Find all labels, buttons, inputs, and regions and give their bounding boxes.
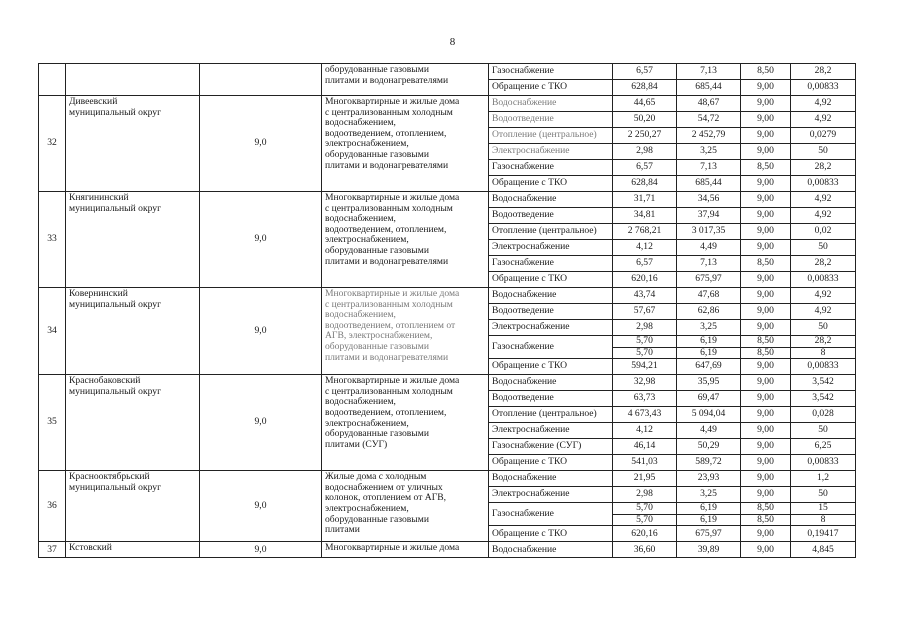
value-cell: 28,2	[791, 256, 856, 272]
value-cell: 9,00	[741, 224, 791, 240]
value-cell: 8,50	[741, 336, 791, 348]
municipality-name: Дивеевский муниципальный округ	[66, 96, 200, 192]
value-cell: 647,69	[677, 359, 741, 375]
table-row	[39, 64, 856, 80]
index-value	[200, 64, 322, 96]
service-label: Отопление (центральное)	[489, 407, 613, 423]
value-cell: 4,92	[791, 112, 856, 128]
value-cell: 5 094,04	[677, 407, 741, 423]
table-row	[39, 192, 856, 208]
service-label: Электроснабжение	[489, 423, 613, 439]
value-cell: 4,92	[791, 208, 856, 224]
row-number: 33	[39, 192, 66, 288]
value-cell: 594,21	[613, 359, 677, 375]
service-label: Обращение с ТКО	[489, 455, 613, 471]
value-cell: 28,2	[791, 160, 856, 176]
table-row	[39, 542, 856, 558]
value-cell: 4,49	[677, 423, 741, 439]
service-label: Газоснабжение (СУГ)	[489, 439, 613, 455]
housing-description: оборудованные газовыми плитами и водонагревателями	[322, 64, 489, 96]
value-cell: 3 017,35	[677, 224, 741, 240]
value-cell: 9,00	[741, 439, 791, 455]
index-value: 9,0	[200, 192, 322, 288]
service-label: Обращение с ТКО	[489, 80, 613, 96]
value-cell: 8,50	[741, 64, 791, 80]
service-label: Водоотведение	[489, 304, 613, 320]
value-cell: 0,19417	[791, 526, 856, 542]
value-cell: 9,00	[741, 272, 791, 288]
service-label: Обращение с ТКО	[489, 176, 613, 192]
value-cell: 50	[791, 423, 856, 439]
value-cell: 2 452,79	[677, 128, 741, 144]
service-label: Электроснабжение	[489, 144, 613, 160]
housing-description: Многоквартирные и жилые дома с централизованным холодным водоснабжением, водоотведением, отоплением, электроснабжением, оборудованные газовыми плитами (СУГ)	[322, 375, 489, 471]
value-cell: 50	[791, 240, 856, 256]
value-cell: 2 250,27	[613, 128, 677, 144]
value-cell: 9,00	[741, 80, 791, 96]
value-cell: 34,81	[613, 208, 677, 224]
value-cell: 2,98	[613, 487, 677, 503]
housing-description: Многоквартирные и жилые дома с централизованным холодным водоснабжением, водоотведением, отоплением от АГВ, электроснабжением, оборудованные газовыми плитами и водонагревателями	[322, 288, 489, 375]
value-cell: 620,16	[613, 526, 677, 542]
value-cell: 3,25	[677, 487, 741, 503]
value-cell: 8	[791, 347, 856, 359]
table-row	[39, 375, 856, 391]
value-cell: 62,86	[677, 304, 741, 320]
index-value: 9,0	[200, 288, 322, 375]
value-cell: 9,00	[741, 407, 791, 423]
value-cell: 8,50	[741, 514, 791, 526]
value-cell: 54,72	[677, 112, 741, 128]
value-cell: 50	[791, 320, 856, 336]
value-cell: 0,00833	[791, 272, 856, 288]
value-cell: 9,00	[741, 471, 791, 487]
value-cell: 3,542	[791, 391, 856, 407]
value-cell: 36,60	[613, 542, 677, 558]
service-label: Водоснабжение	[489, 96, 613, 112]
value-cell: 5,70	[613, 503, 677, 515]
service-label: Газоснабжение	[489, 160, 613, 176]
value-cell: 6,57	[613, 256, 677, 272]
value-cell: 9,00	[741, 112, 791, 128]
value-cell: 57,67	[613, 304, 677, 320]
row-number: 36	[39, 471, 66, 542]
value-cell: 9,00	[741, 208, 791, 224]
value-cell: 6,25	[791, 439, 856, 455]
housing-description: Жилые дома с холодным водоснабжением от уличных колонок, отоплением от АГВ, электроснабжением, оборудованные газовыми плитами	[322, 471, 489, 542]
value-cell: 9,00	[741, 176, 791, 192]
value-cell: 9,00	[741, 240, 791, 256]
housing-description: Многоквартирные и жилые дома с централизованным холодным водоснабжением, водоотведением, отоплением, электроснабжением, оборудованные газовыми плитами и водонагревателями	[322, 192, 489, 288]
value-cell: 50	[791, 487, 856, 503]
value-cell: 0,00833	[791, 80, 856, 96]
tariff-table	[38, 63, 856, 558]
row-number: 34	[39, 288, 66, 375]
value-cell: 0,00833	[791, 176, 856, 192]
value-cell: 44,65	[613, 96, 677, 112]
value-cell: 6,19	[677, 514, 741, 526]
value-cell: 628,84	[613, 176, 677, 192]
value-cell: 2 768,21	[613, 224, 677, 240]
value-cell: 2,98	[613, 320, 677, 336]
value-cell: 4,92	[791, 304, 856, 320]
service-label: Водоснабжение	[489, 471, 613, 487]
value-cell: 48,67	[677, 96, 741, 112]
value-cell: 23,93	[677, 471, 741, 487]
value-cell: 3,542	[791, 375, 856, 391]
housing-description: Многоквартирные и жилые дома	[322, 542, 489, 558]
value-cell: 9,00	[741, 320, 791, 336]
row-number: 35	[39, 375, 66, 471]
value-cell: 685,44	[677, 80, 741, 96]
value-cell: 628,84	[613, 80, 677, 96]
index-value: 9,0	[200, 471, 322, 542]
value-cell: 8,50	[741, 256, 791, 272]
value-cell: 32,98	[613, 375, 677, 391]
value-cell: 9,00	[741, 192, 791, 208]
value-cell: 8,50	[741, 160, 791, 176]
value-cell: 8	[791, 514, 856, 526]
value-cell: 5,70	[613, 514, 677, 526]
value-cell: 8,50	[741, 503, 791, 515]
value-cell: 69,47	[677, 391, 741, 407]
value-cell: 4,12	[613, 240, 677, 256]
value-cell: 5,70	[613, 336, 677, 348]
value-cell: 6,19	[677, 347, 741, 359]
value-cell: 50,20	[613, 112, 677, 128]
service-label: Электроснабжение	[489, 320, 613, 336]
municipality-name: Краснобаковский муниципальный округ	[66, 375, 200, 471]
value-cell: 5,70	[613, 347, 677, 359]
service-label: Отопление (центральное)	[489, 128, 613, 144]
row-number	[39, 64, 66, 96]
value-cell: 63,73	[613, 391, 677, 407]
value-cell: 9,00	[741, 542, 791, 558]
value-cell: 0,028	[791, 407, 856, 423]
value-cell: 9,00	[741, 455, 791, 471]
value-cell: 7,13	[677, 64, 741, 80]
value-cell: 28,2	[791, 64, 856, 80]
value-cell: 675,97	[677, 526, 741, 542]
value-cell: 9,00	[741, 487, 791, 503]
value-cell: 0,0279	[791, 128, 856, 144]
value-cell: 6,57	[613, 64, 677, 80]
value-cell: 8,50	[741, 347, 791, 359]
value-cell: 43,74	[613, 288, 677, 304]
value-cell: 6,57	[613, 160, 677, 176]
value-cell: 620,16	[613, 272, 677, 288]
housing-description: Многоквартирные и жилые дома с централизованным холодным водоснабжением, водоотведением, отоплением, электроснабжением, оборудованные газовыми плитами и водонагревателями	[322, 96, 489, 192]
service-label: Водоснабжение	[489, 542, 613, 558]
value-cell: 541,03	[613, 455, 677, 471]
index-value: 9,0	[200, 375, 322, 471]
service-label: Газоснабжение	[489, 336, 613, 359]
value-cell: 3,25	[677, 320, 741, 336]
value-cell: 9,00	[741, 526, 791, 542]
value-cell: 7,13	[677, 256, 741, 272]
value-cell: 6,19	[677, 503, 741, 515]
value-cell: 46,14	[613, 439, 677, 455]
value-cell: 28,2	[791, 336, 856, 348]
service-label: Водоотведение	[489, 208, 613, 224]
value-cell: 685,44	[677, 176, 741, 192]
value-cell: 9,00	[741, 288, 791, 304]
value-cell: 4,92	[791, 192, 856, 208]
value-cell: 34,56	[677, 192, 741, 208]
service-label: Водоснабжение	[489, 375, 613, 391]
value-cell: 9,00	[741, 391, 791, 407]
municipality-name: Ковернинский муниципальный округ	[66, 288, 200, 375]
value-cell: 4 673,43	[613, 407, 677, 423]
value-cell: 0,02	[791, 224, 856, 240]
value-cell: 589,72	[677, 455, 741, 471]
value-cell: 4,92	[791, 96, 856, 112]
service-label: Обращение с ТКО	[489, 272, 613, 288]
value-cell: 50	[791, 144, 856, 160]
value-cell: 9,00	[741, 423, 791, 439]
service-label: Водоснабжение	[489, 192, 613, 208]
value-cell: 4,845	[791, 542, 856, 558]
value-cell: 0,00833	[791, 455, 856, 471]
service-label: Водоснабжение	[489, 288, 613, 304]
value-cell: 15	[791, 503, 856, 515]
value-cell: 1,2	[791, 471, 856, 487]
value-cell: 3,25	[677, 144, 741, 160]
service-label: Отопление (центральное)	[489, 224, 613, 240]
row-number: 32	[39, 96, 66, 192]
service-label: Водоотведение	[489, 391, 613, 407]
value-cell: 4,92	[791, 288, 856, 304]
table-row	[39, 96, 856, 112]
value-cell: 0,00833	[791, 359, 856, 375]
value-cell: 47,68	[677, 288, 741, 304]
value-cell: 39,89	[677, 542, 741, 558]
value-cell: 4,12	[613, 423, 677, 439]
municipality-name: Краснооктябрьский муниципальный округ	[66, 471, 200, 542]
value-cell: 9,00	[741, 128, 791, 144]
value-cell: 675,97	[677, 272, 741, 288]
value-cell: 9,00	[741, 96, 791, 112]
value-cell: 37,94	[677, 208, 741, 224]
service-label: Электроснабжение	[489, 240, 613, 256]
value-cell: 9,00	[741, 375, 791, 391]
value-cell: 31,71	[613, 192, 677, 208]
service-label: Газоснабжение	[489, 503, 613, 526]
index-value: 9,0	[200, 96, 322, 192]
municipality-name: Княгининский муниципальный округ	[66, 192, 200, 288]
service-label: Обращение с ТКО	[489, 359, 613, 375]
page-number: 8	[449, 36, 456, 48]
service-label: Обращение с ТКО	[489, 526, 613, 542]
table-row	[39, 288, 856, 304]
value-cell: 35,95	[677, 375, 741, 391]
municipality-name: Кстовский	[66, 542, 200, 558]
value-cell: 4,49	[677, 240, 741, 256]
municipality-name	[66, 64, 200, 96]
value-cell: 9,00	[741, 304, 791, 320]
index-value: 9,0	[200, 542, 322, 558]
value-cell: 7,13	[677, 160, 741, 176]
service-label: Водоотведение	[489, 112, 613, 128]
service-label: Газоснабжение	[489, 256, 613, 272]
value-cell: 9,00	[741, 144, 791, 160]
value-cell: 9,00	[741, 359, 791, 375]
value-cell: 6,19	[677, 336, 741, 348]
row-number: 37	[39, 542, 66, 558]
service-label: Электроснабжение	[489, 487, 613, 503]
value-cell: 21,95	[613, 471, 677, 487]
value-cell: 50,29	[677, 439, 741, 455]
value-cell: 2,98	[613, 144, 677, 160]
service-label: Газоснабжение	[489, 64, 613, 80]
table-row	[39, 471, 856, 487]
